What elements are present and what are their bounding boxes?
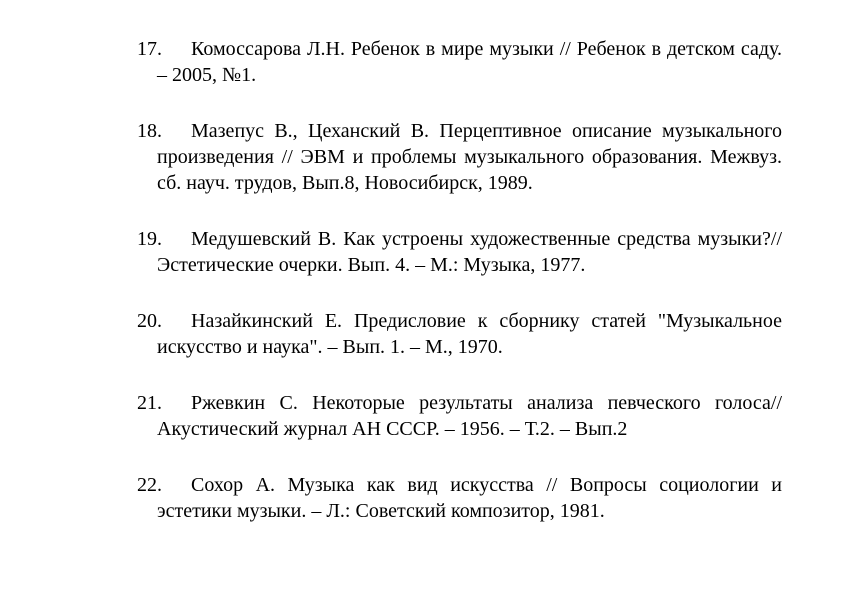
reference-text: Медушевский В. Как устроены художественные средства музыки?// Эстетические очерки. Вып. 4. – М.: Музыка, 1977. — [157, 228, 782, 276]
reference-number: 18. — [137, 120, 162, 142]
reference-list — [137, 36, 782, 554]
reference-number: 22. — [137, 474, 162, 496]
reference-text: Сохор А. Музыка как вид искусства // Вопросы социологии и эстетики музыки. – Л.: Советский композитор, 1981. — [157, 474, 782, 522]
reference-number: 21. — [137, 392, 162, 414]
reference-item — [137, 118, 782, 196]
reference-item — [137, 308, 782, 360]
reference-item — [137, 36, 782, 88]
reference-number: 17. — [137, 38, 162, 60]
reference-item — [137, 390, 782, 442]
reference-text: Мазепус В., Цеханский В. Перцептивное описание музыкального произведения // ЭВМ и проблемы музыкального образования. Межвуз. сб. науч. трудов, Вып.8, Новосибирск, 1989. — [157, 120, 782, 194]
reference-text: Ржевкин С. Некоторые результаты анализа певческого голоса// Акустический журнал АН СССР. – 1956. – Т.2. – Вып.2 — [157, 392, 782, 440]
reference-item — [137, 226, 782, 278]
reference-text: Назайкинский Е. Предисловие к сборнику статей "Музыкальное искусство и наука". – Вып. 1. – М., 1970. — [157, 310, 782, 358]
reference-item — [137, 472, 782, 524]
reference-number: 20. — [137, 310, 162, 332]
reference-number: 19. — [137, 228, 162, 250]
reference-text: Комоссарова Л.Н. Ребенок в мире музыки // Ребенок в детском саду. – 2005, №1. — [157, 38, 782, 86]
